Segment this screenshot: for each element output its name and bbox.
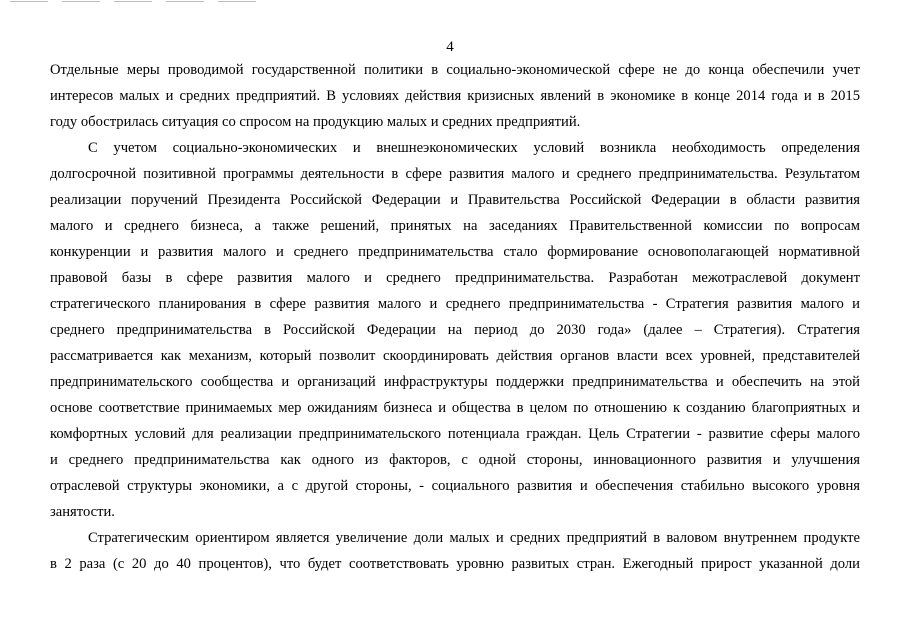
text-line: Отдельные меры проводимой государственной политики в социально-экономической сфере не до конца обеспечили учет [50, 62, 860, 78]
paragraph-3 [50, 525, 860, 577]
text-line: предпринимательского сообщества и организаций инфраструктуры поддержки предпринимательства и обеспечить на этой [50, 374, 860, 390]
text-line: малого и среднего бизнеса, а также решений, принятых на заседаниях Правительственной комиссии по вопросам [50, 218, 860, 234]
paragraph-1 [50, 57, 860, 135]
scan-edge-marks [10, 0, 270, 4]
text-line: интересов малых и средних предприятий. В условиях действия кризисных явлений в экономике в конце 2014 года и в 2015 [50, 88, 860, 104]
scan-mark [62, 1, 100, 2]
body-text [50, 57, 860, 577]
text-line: реализации поручений Президента Российской Федерации и Правительства Российской Федерации в области развития [50, 192, 860, 208]
text-line: основе соответствие принимаемых мер ожиданиям бизнеса и общества в целом по отношению к созданию благоприятных и [50, 400, 860, 416]
scan-mark [218, 1, 256, 2]
text-line: стратегического планирования в сфере развития малого и среднего предпринимательства - Стратегия развития малого и [50, 296, 860, 312]
scan-mark [10, 1, 48, 2]
scan-mark [166, 1, 204, 2]
text-line: среднего предпринимательства в Российской Федерации на период до 2030 года» (далее – Стратегия). Стратегия [50, 322, 860, 338]
text-line: С учетом социально-экономических и внешнеэкономических условий возникла необходимость определения [88, 140, 860, 156]
text-line: занятости. [50, 504, 115, 520]
scan-mark [114, 1, 152, 2]
paragraph-2 [50, 135, 860, 525]
page-number: 4 [446, 39, 454, 55]
text-line: конкуренции и развития малого и среднего предпринимательства стало формирование основополагающей нормативной [50, 244, 860, 260]
text-line: Стратегическим ориентиром является увеличение доли малых и средних предприятий в валовом внутреннем продукте [88, 530, 860, 546]
text-line: рассматривается как механизм, который позволит скоординировать действия органов власти всех уровней, представителей [50, 348, 860, 364]
text-line: комфортных условий для реализации предпринимательского потенциала граждан. Цель Стратегии - развитие сферы малого [50, 426, 860, 442]
text-line: году обострилась ситуация со спросом на продукцию малых и средних предприятий. [50, 114, 581, 130]
text-line: в 2 раза (с 20 до 40 процентов), что будет соответствовать уровню развитых стран. Ежегодный прирост указанной доли [50, 556, 860, 572]
text-line: правовой базы в сфере развития малого и среднего предпринимательства. Разработан межотраслевой документ [50, 270, 860, 286]
text-line: долгосрочной позитивной программы деятельности в сфере развития малого и среднего предпринимательства. Результатом [50, 166, 860, 182]
text-line: отраслевой структуры экономики, а с другой стороны, - социального развития и обеспечения стабильно высокого уровня [50, 478, 860, 494]
text-line: и среднего предпринимательства как одного из факторов, с одной стороны, инновационного развития и улучшения [50, 452, 860, 468]
